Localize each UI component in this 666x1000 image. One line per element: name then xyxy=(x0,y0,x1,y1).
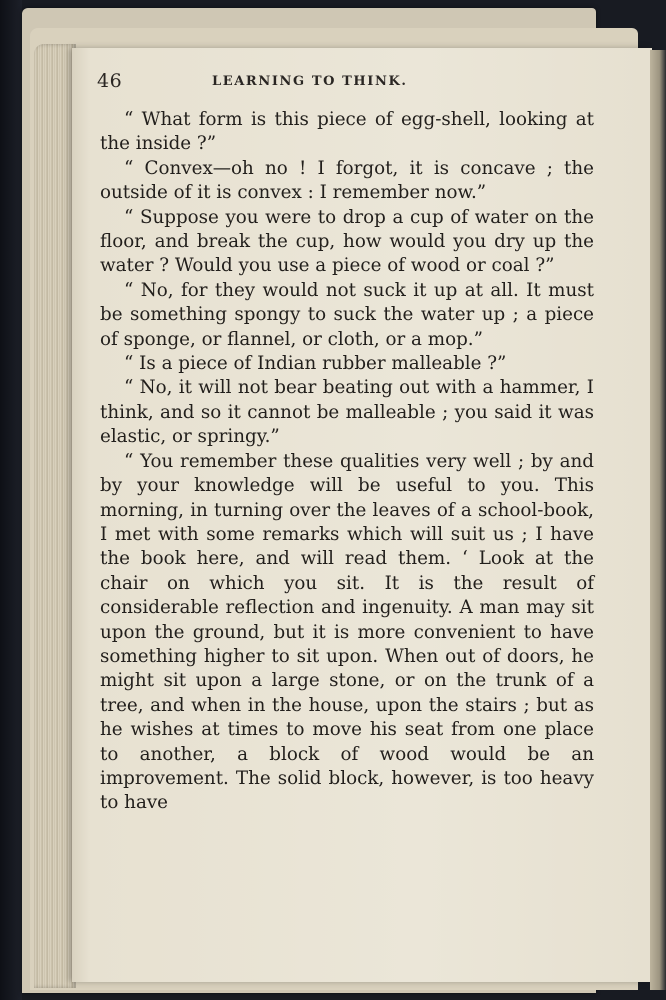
paragraph: “ No, for they would not suck it up at all. It must be something spongy to suck the water up ; a piece of sponge, or flannel, or cloth, or a mop.” xyxy=(100,279,594,350)
page-edges xyxy=(34,44,76,988)
page-number: 46 xyxy=(97,70,123,92)
paragraph: “ Convex—oh no ! I forgot, it is concave ; the outside of it is convex : I remember now.” xyxy=(100,157,594,204)
paragraph: “ No, it will not bear beating out with a hammer, I think, and so it cannot be malleable ; you said it was elastic, or springy.” xyxy=(100,377,594,448)
page-right-edge xyxy=(650,50,666,990)
page-header xyxy=(97,70,529,96)
paragraph: “ Suppose you were to drop a cup of water on the floor, and break the cup, how would you dry up the water ? Would you use a piece of wood or coal ?” xyxy=(100,206,594,277)
running-head: LEARNING TO THINK. xyxy=(212,74,408,89)
page-body xyxy=(100,108,594,816)
paragraph: “ Is a piece of Indian rubber malleable ?” xyxy=(124,353,507,375)
paragraph: “ What form is this piece of egg-shell, looking at the inside ?” xyxy=(100,109,594,155)
backdrop xyxy=(0,0,22,1000)
paragraph: “ You remember these qualities very well ; by and by your knowledge will be useful to you. This morning, in turning over the leaves of a school-book, I met with some remarks which will suit us ; I have the book here, and will read them. ‘ Look at the chair on which you sit. It is the result of considerable reflection and ingenuity. A man may sit upon the ground, but it is more convenient to have something higher to sit upon. When out of doors, he might sit upon a large stone, or on the trunk of a tree, and when in the house, upon the stairs ; but as he wishes at times to move his seat from one place to another, a block of wood would be an improvement. The solid block, however, is too heavy to have xyxy=(100,450,594,814)
